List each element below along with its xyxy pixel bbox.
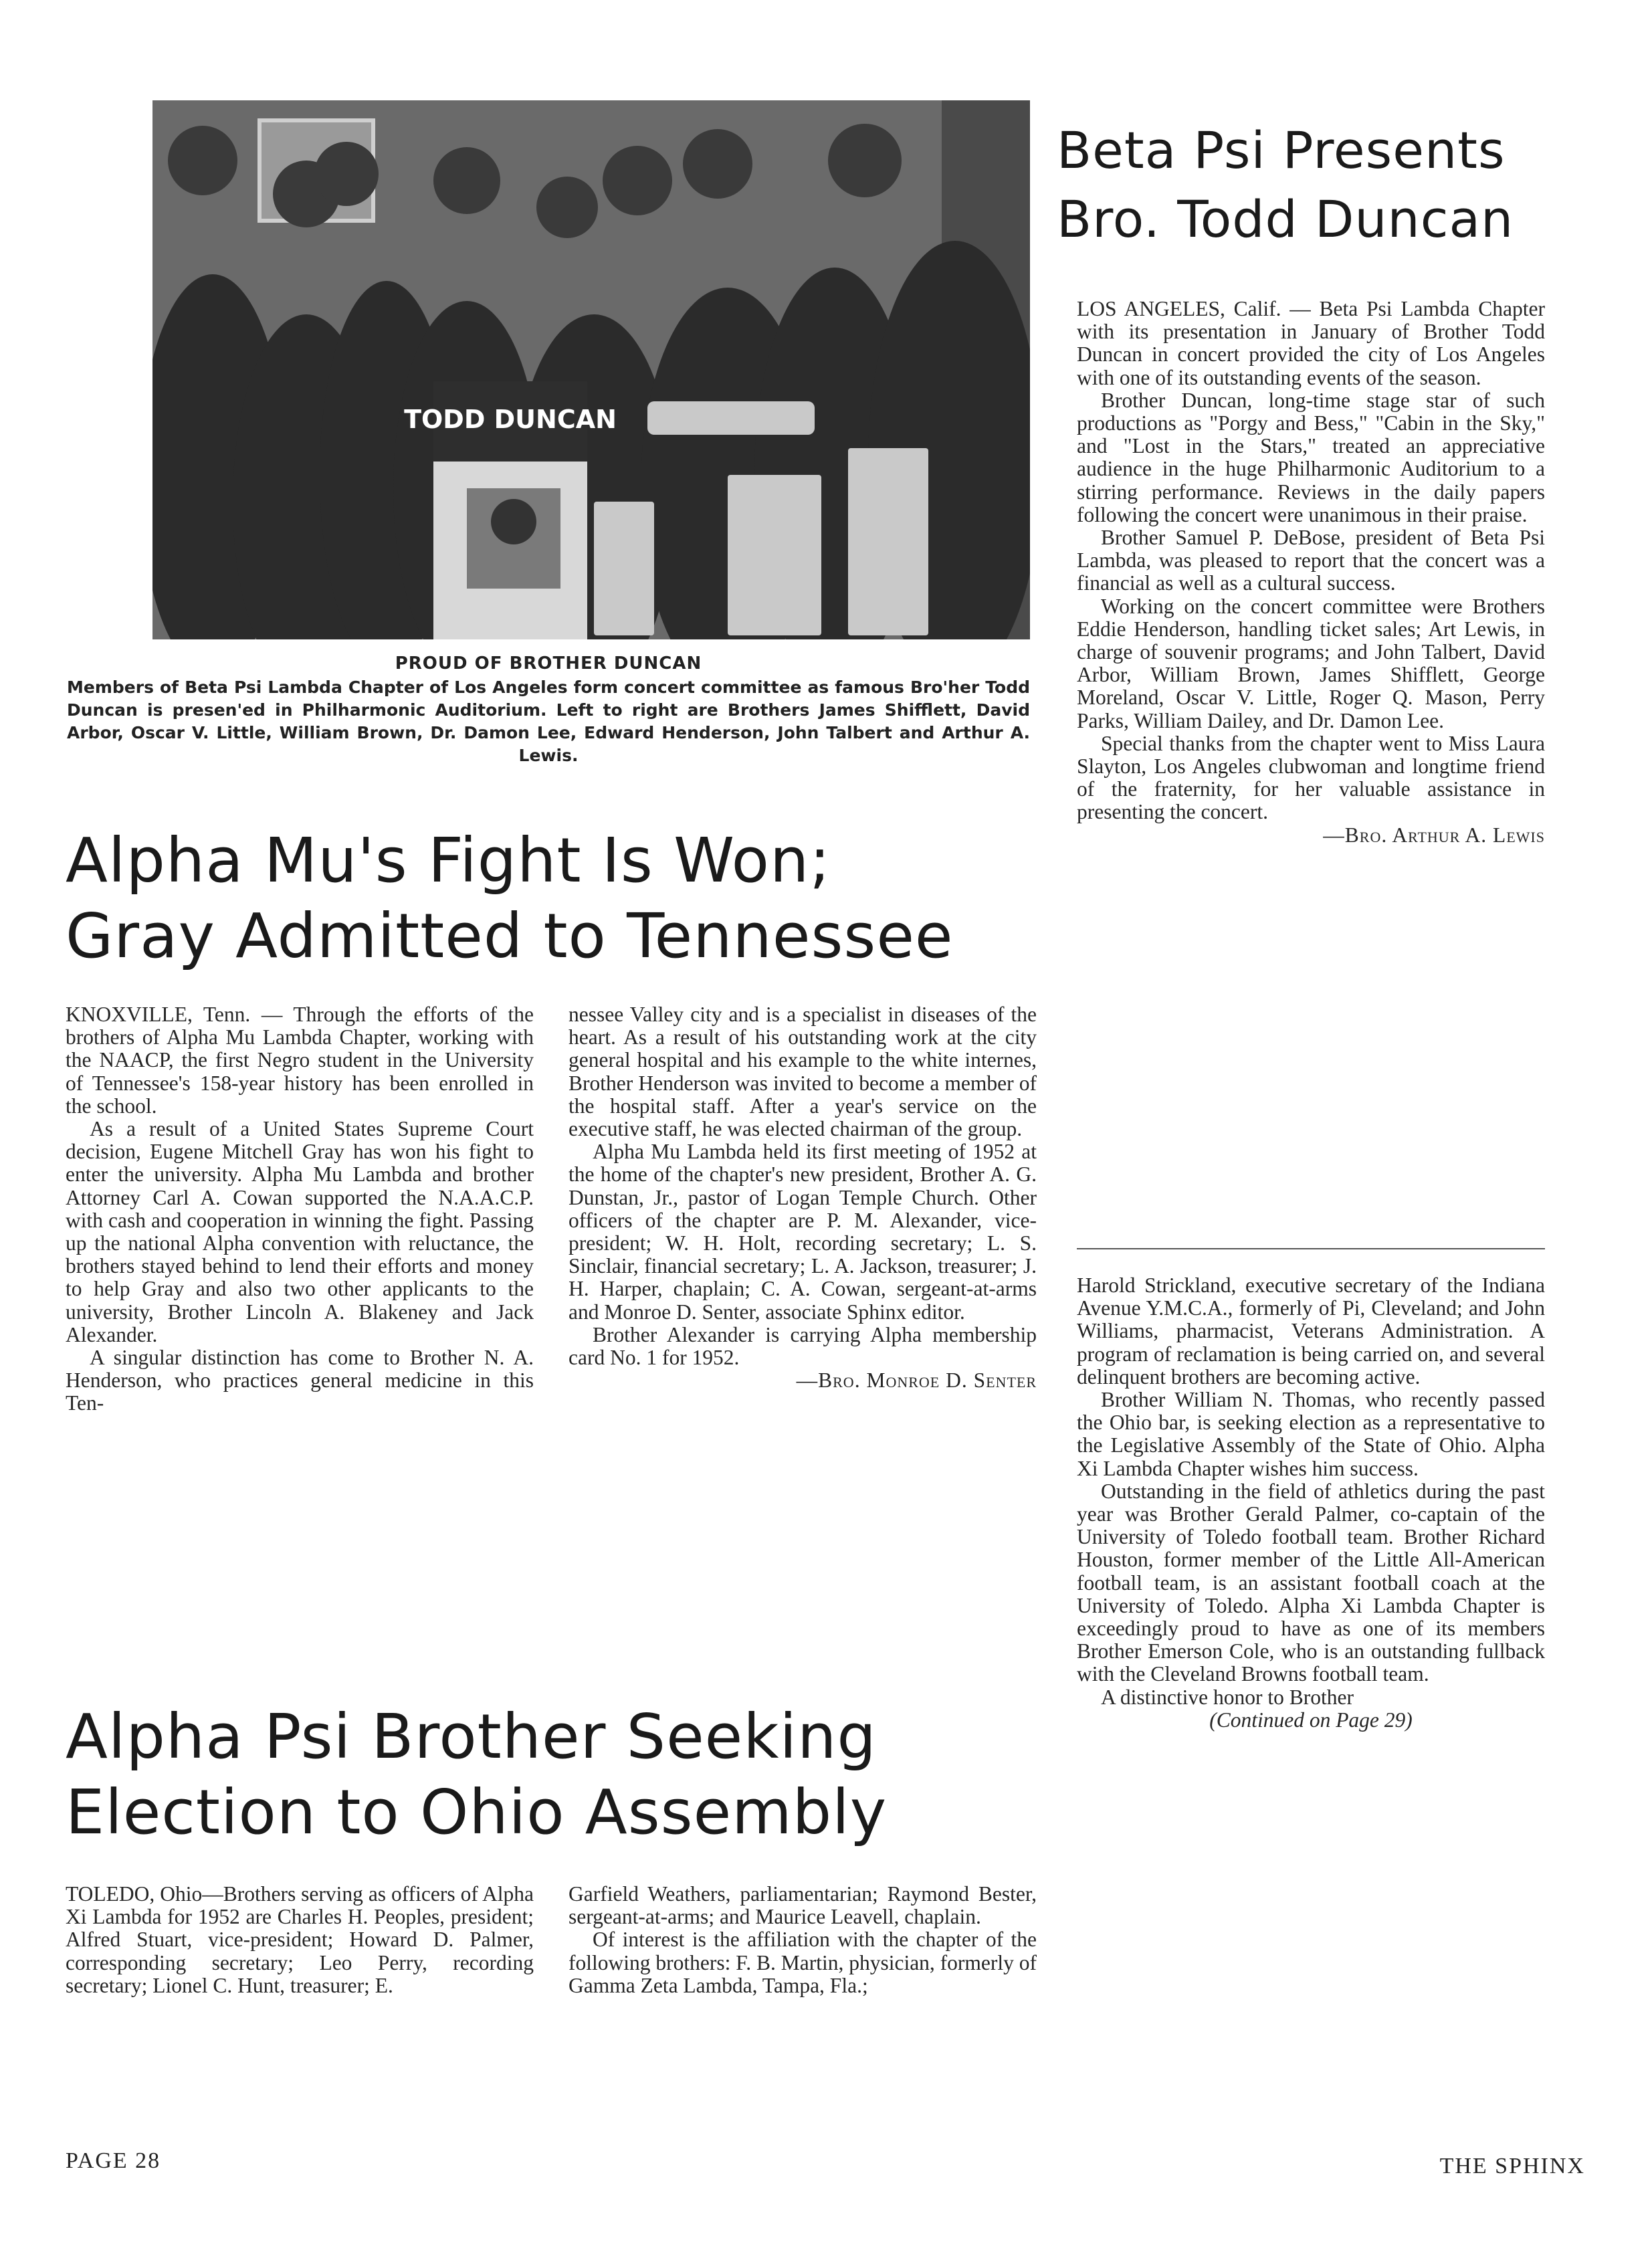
alpha-psi-column-1	[66, 1883, 534, 1997]
alpha-psi-headline-line2: Election to Ohio Assembly	[66, 1776, 888, 1849]
column-divider	[1077, 1248, 1545, 1249]
caption-title: PROUD OF BROTHER DUNCAN	[395, 653, 702, 674]
alpha-mu-paragraph: nessee Valley city and is a specialist in diseases of the heart. As a result of his outstanding work at the city general hospital and his example to the white internes, Brother Henderson was invited to become a member of the hospital staff. After a year's service on the executive staff, he was elected chairman of the group.	[569, 1003, 1037, 1141]
beta-psi-headline	[1057, 122, 1632, 247]
alpha-mu-paragraph: A singular distinction has come to Brother N. A. Henderson, who practices general medicine in this Ten-	[66, 1346, 534, 1415]
alpha-psi-paragraph: TOLEDO, Ohio—Brothers serving as officers of Alpha Xi Lambda for 1952 are Charles H. Peoples, president; Alfred Stuart, vice-president; Howard D. Palmer, corresponding secretary; Leo Perry, recording secretary; Lionel C. Hunt, treasurer; E.	[66, 1882, 534, 1997]
beta-psi-headline-line1: Beta Psi Presents	[1057, 120, 1506, 180]
alpha-psi-paragraph: Brother William N. Thomas, who recently passed the Ohio bar, is seeking election as a representative to the Legislative Assembly of the State of Ohio. Alpha Xi Lambda Chapter wishes him success.	[1077, 1388, 1545, 1480]
alpha-mu-paragraph: Brother Alexander is carrying Alpha membership card No. 1 for 1952.	[569, 1322, 1037, 1370]
alpha-mu-headline	[66, 826, 1049, 971]
alpha-mu-paragraph: KNOXVILLE, Tenn. — Through the efforts of the brothers of Alpha Mu Lambda Chapter, working with the NAACP, the first Negro student in the University of Tennessee's 158-year history has been enrolled in the school.	[66, 1003, 534, 1118]
continued-note: (Continued on Page 29)	[1209, 1708, 1413, 1732]
photo-caption	[67, 652, 1030, 767]
page-number: PAGE 28	[66, 2148, 161, 2173]
alpha-mu-headline-line2: Gray Admitted to Tennessee	[66, 900, 954, 973]
poster-title: TODD DUNCAN	[404, 405, 617, 434]
beta-psi-paragraph: Special thanks from the chapter went to Miss Laura Slayton, Los Angeles clubwoman and longtime friend of the fraternity, for her valuable assistance in presenting the concert.	[1077, 731, 1545, 824]
alpha-mu-paragraph: Alpha Mu Lambda held its first meeting of 1952 at the home of the chapter's new president, Brother A. G. Dunstan, Jr., pastor of Logan Temple Church. Other officers of the chapter are P. M. Alexander, vice-president; W. H. Holt, recording secretary; L. S. Sinclair, financial secretary; L. A. Jackson, treasurer; J. H. Harper, chaplain; C. A. Cowan, sergeant-at-arms and Monroe D. Senter, associate Sphinx editor.	[569, 1140, 1037, 1324]
caption-body: Members of Beta Psi Lambda Chapter of Los Angeles form concert committee as famous Bro'her Todd Duncan is presen'ed in Philharmonic Auditorium. Left to right are Brothers James Shifflett, David Arbor, Oscar V. Little, William Brown, Dr. Damon Lee, Edward Henderson, John Talbert and Arthur A. Lewis.	[67, 678, 1030, 765]
alpha-psi-headline-line1: Alpha Psi Brother Seeking	[66, 1701, 877, 1772]
group-photo	[152, 100, 1030, 639]
alpha-mu-signature: —Bro. Monroe D. Senter	[796, 1368, 1037, 1393]
alpha-mu-column-2	[569, 1003, 1037, 1392]
alpha-mu-paragraph: As a result of a United States Supreme Court decision, Eugene Mitchell Gray has won his fight to enter the university. Alpha Mu Lambda and brother Attorney Carl A. Cowan supported the N.A.A.C.P. with cash and cooperation in winning the fight. Passing up the national Alpha convention with reluctance, the brothers stayed behind to lend their efforts and money to help Gray and also two other applicants to the university, Brother Lincoln A. Blakeney and Jack Alexander.	[66, 1117, 534, 1346]
alpha-mu-column-1	[66, 1003, 534, 1415]
beta-psi-paragraph: Brother Samuel P. DeBose, president of Beta Psi Lambda, was pleased to report that the concert was a financial as well as a cultural success.	[1077, 526, 1545, 595]
magazine-name: THE SPHINX	[1439, 2154, 1585, 2178]
alpha-psi-column-3	[1077, 1274, 1545, 1732]
photo-illustration	[152, 100, 1030, 639]
beta-psi-signature: —Bro. Arthur A. Lewis	[1323, 823, 1545, 847]
alpha-psi-paragraph: A distinctive honor to Brother	[1101, 1685, 1354, 1709]
beta-psi-headline-line2: Bro. Todd Duncan	[1057, 189, 1514, 249]
alpha-psi-paragraph: Garfield Weathers, parliamentarian; Raymond Bester, sergeant-at-arms; and Maurice Leavell, chaplain.	[569, 1882, 1037, 1929]
alpha-psi-paragraph: Of interest is the affiliation with the chapter of the following brothers: F. B. Martin, physician, formerly of Gamma Zeta Lambda, Tampa, Fla.;	[569, 1928, 1037, 1997]
beta-psi-paragraph: Working on the concert committee were Brothers Eddie Henderson, handling ticket sales; Art Lewis, in charge of souvenir programs; and John Talbert, David Arbor, William Brown, James Shifflett, George Moreland, Oscar V. Little, Roger Q. Mason, Perry Parks, William Dailey, and Dr. Damon Lee.	[1077, 594, 1545, 732]
alpha-mu-headline-line1: Alpha Mu's Fight Is Won;	[66, 825, 831, 896]
beta-psi-paragraph: LOS ANGELES, Calif. — Beta Psi Lambda Chapter with its presentation in January of Brother Todd Duncan in concert provided the city of Los Angeles with one of its outstanding events of the season.	[1077, 297, 1545, 389]
beta-psi-paragraph: Brother Duncan, long-time stage star of such productions as "Porgy and Bess," "Cabin in the Sky," and "Lost in the Stars," treated an appreciative audience in the huge Philharmonic Auditorium to a stirring performance. Reviews in the daily papers following the concert were unanimous in their praise.	[1077, 388, 1545, 526]
beta-psi-article	[1077, 298, 1545, 847]
alpha-psi-paragraph: Harold Strickland, executive secretary of the Indiana Avenue Y.M.C.A., formerly of Pi, Cleveland; and John Williams, pharmacist, Veterans Administration. A program of reclamation is being carried on, and several delinquent brothers are becoming active.	[1077, 1273, 1545, 1389]
alpha-psi-paragraph: Outstanding in the field of athletics during the past year was Brother Gerald Palmer, co-captain of the University of Toledo football team. Brother Richard Houston, former member of the Little All-American football team, is an assistant football coach at the University of Toledo. Alpha Xi Lambda Chapter is exceedingly proud to have as one of its members Brother Emerson Cole, who is an outstanding fullback with the Cleveland Browns football team.	[1077, 1479, 1545, 1686]
alpha-psi-column-2	[569, 1883, 1037, 1997]
alpha-psi-headline	[66, 1702, 1049, 1847]
